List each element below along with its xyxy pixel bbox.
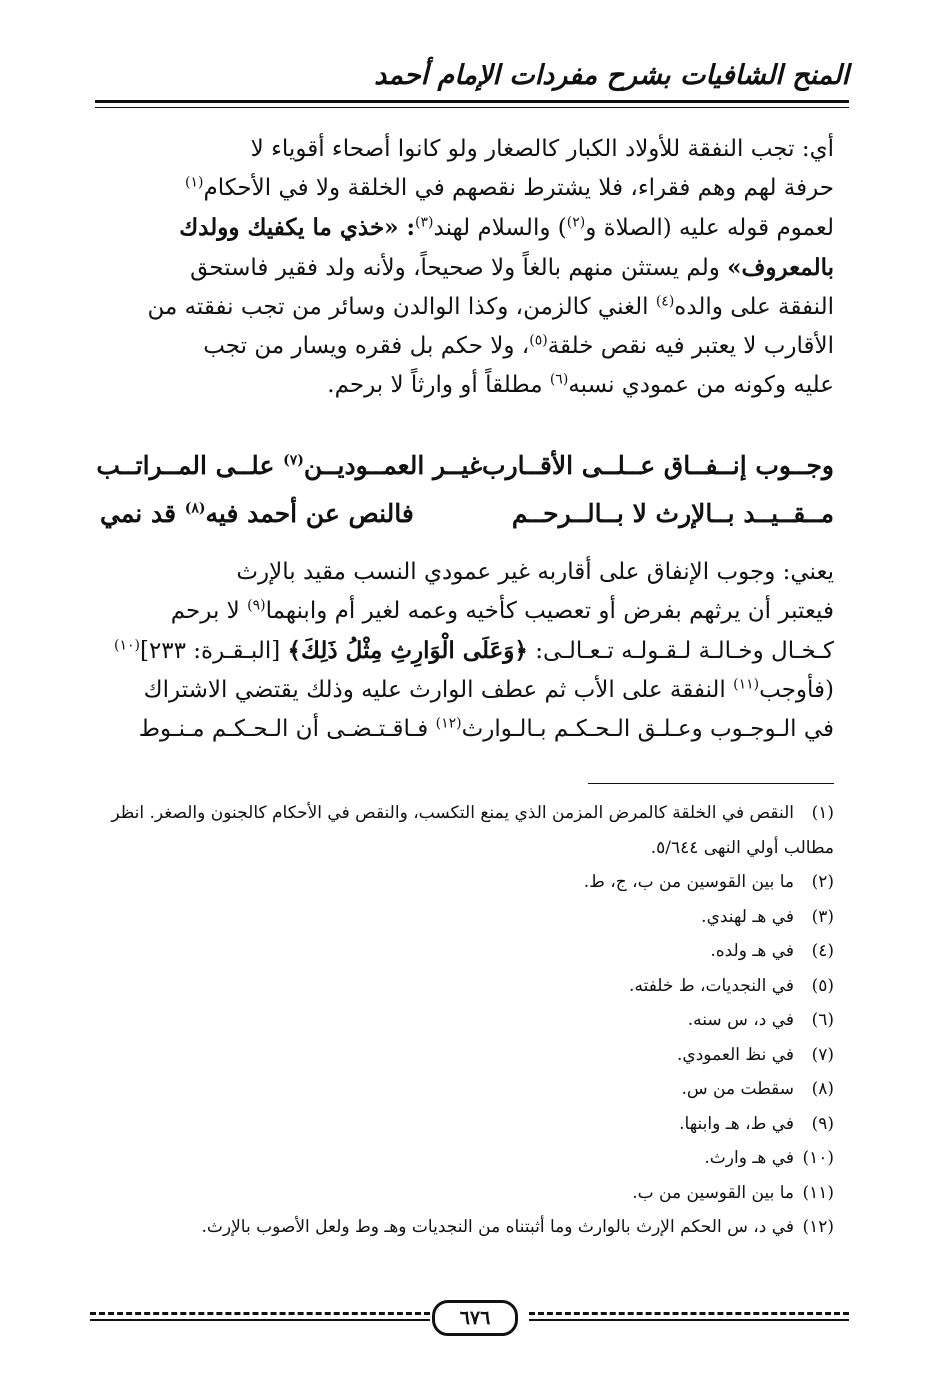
footnote-ref-2[interactable]: (٢) xyxy=(566,214,586,231)
footer-dashed-rule xyxy=(90,1312,430,1315)
text-span: عليه وكونه من عمودي نسبه xyxy=(568,372,834,398)
verse-text: قد نمي xyxy=(100,499,185,528)
footnote-6 xyxy=(100,1003,834,1038)
footnote-text: في هـ ولده. xyxy=(710,941,794,961)
page-footer xyxy=(90,1300,849,1336)
text-span: لعموم قوله عليه (الصلاة و xyxy=(585,215,834,241)
footer-rule xyxy=(529,1319,849,1321)
verse-text: علــى المــراتــب xyxy=(96,451,284,480)
text-line xyxy=(100,327,834,366)
footnote-text: سقطت من س. xyxy=(681,1079,794,1099)
text-span: النفقة على والده xyxy=(674,294,834,320)
text-span: في الـوجـوب وعـلـق الـحـكـم بـالـوارث xyxy=(461,716,834,742)
footnote-text: ما بين القوسين من ب، ج، ط. xyxy=(583,872,794,892)
verse-second-hemistich xyxy=(96,442,482,490)
footnote-number: (٦) xyxy=(811,1010,834,1030)
quran-quote: ﴿وَعَلَى الْوَارِثِ مِثْلُ ذَلِكَ﴾ xyxy=(287,637,528,664)
verse-row-2 xyxy=(100,490,834,538)
footnote-8 xyxy=(100,1072,834,1107)
commentary-paragraph-1 xyxy=(100,130,834,405)
footnote-number: (١٠) xyxy=(802,1148,834,1168)
book-title: المنح الشافيات بشرح مفردات الإمام أحمد xyxy=(374,60,849,91)
verse-first-hemistich: وجــوب إنــفــاق عــلــى الأقــارب xyxy=(482,451,834,480)
footnote-text: في د، س سنه. xyxy=(687,1010,794,1030)
footnote-ref-4[interactable]: (٤) xyxy=(655,293,675,310)
text-span: يعني: وجوب الإنفاق على أقاربه غير عمودي النسب مقيد بالإرث xyxy=(236,559,834,585)
text-line xyxy=(100,710,834,749)
footnote-separator xyxy=(588,783,834,784)
footnote-number: (٢) xyxy=(811,872,834,892)
footnote-ref-7[interactable]: (٧) xyxy=(283,452,304,469)
footnote-text: ما بين القوسين من ب. xyxy=(632,1182,794,1203)
text-span: فيعتبر أن يرثهم بفرض أو تعصيب كأخيه وعمه لغير أم وابنهما xyxy=(265,598,834,624)
footnote-ref-6[interactable]: (٦) xyxy=(549,371,569,388)
poem-verse xyxy=(96,442,834,538)
footnote-3 xyxy=(100,900,834,935)
header-rule xyxy=(95,100,849,103)
text-span: كـخـال وخـالـة لـقـولـه تـعـالـى: xyxy=(527,638,834,664)
footnote-2 xyxy=(100,865,834,900)
text-span: فـاقـتـضـى أن الـحـكـم مـنـوط xyxy=(138,716,436,742)
footnote-number: (٨) xyxy=(811,1079,834,1099)
hadith-quote-end: بالمعروف» xyxy=(727,254,834,281)
footnote-ref-12[interactable]: (١٢) xyxy=(435,715,462,732)
text-line xyxy=(100,288,834,327)
text-span: مطلقاً أو وارثاً لا برحم. xyxy=(327,372,550,398)
text-span: (فأوجب xyxy=(759,677,834,703)
page-number: ٦٧٦ xyxy=(432,1300,518,1336)
text-line xyxy=(100,169,834,208)
footnote-11 xyxy=(100,1176,834,1211)
footnote-number: (٣) xyxy=(811,906,834,927)
footnote-12 xyxy=(100,1210,834,1245)
footnote-4 xyxy=(100,934,834,969)
footnote-ref-9[interactable]: (٩) xyxy=(247,597,266,614)
running-header xyxy=(95,50,849,104)
commentary-paragraph-2 xyxy=(100,553,834,749)
text-span: الأقارب لا يعتبر فيه نقص خلقة xyxy=(547,333,834,359)
footnote-text: في هـ لهندي. xyxy=(701,906,794,927)
verse-text: فالنص عن أحمد فيه xyxy=(205,499,414,528)
footnote-ref-8[interactable]: (٨) xyxy=(184,500,206,517)
footnote-7 xyxy=(100,1038,834,1073)
footnote-text: في هـ وارث. xyxy=(704,1148,794,1168)
footer-dashed-rule xyxy=(529,1312,849,1315)
footnote-1 xyxy=(100,796,834,865)
text-line: لعموم قوله عليه (الصلاة و$^{(٢)}$) والسلام لهند$^{(٣)}$: «خذي ما يكفيك وولدك xyxy=(179,214,834,241)
verse-second-hemistich xyxy=(100,490,414,538)
text-span: ، ولا حكم بل فقره ويسار من تجب xyxy=(203,333,530,359)
footnote-number: (١١) xyxy=(802,1182,834,1203)
verse-row-1 xyxy=(96,442,834,490)
footnote-9 xyxy=(100,1107,834,1142)
verse-text: غيــر العمــوديــن xyxy=(303,451,483,480)
footnote-text: في د، س الحكم الإرث بالوارث وما أثبتناه من النجديات وهـ وط ولعل الأصوب بالإرث. xyxy=(201,1217,794,1237)
footnote-ref-1[interactable]: (١) xyxy=(184,174,204,191)
text-line xyxy=(100,553,834,592)
text-span: لا برحم xyxy=(170,598,248,624)
text-line xyxy=(100,130,834,169)
footnotes xyxy=(100,796,834,1245)
text-span: النفقة على الأب ثم عطف الوارث عليه وذلك يقتضي الاشتراك xyxy=(143,677,734,703)
text-line xyxy=(100,248,834,288)
text-line xyxy=(100,592,834,631)
header-rule-thin xyxy=(95,107,849,108)
text-line xyxy=(100,671,834,710)
footnote-ref-3[interactable]: (٣) xyxy=(415,214,434,231)
footnote-10 xyxy=(100,1141,834,1176)
footnote-number: (١٢) xyxy=(802,1217,834,1237)
footnote-ref-5[interactable]: (٥) xyxy=(529,332,548,349)
footnote-text: في ط، هـ وابنها. xyxy=(679,1113,794,1134)
footnote-5 xyxy=(100,969,834,1004)
text-span: ولم يستثن منهم بالغاً ولا صحيحاً، ولأنه ولد فقير فاستحق xyxy=(190,255,728,281)
footnote-text: في النجديات، ط خلفته. xyxy=(629,975,794,996)
footnote-text: النقص في الخلقة كالمرض المزمن الذي يمنع التكسب، والنقص في الأحكام كالجنون والصغر. انظر مطالب أولي النهى ٥/٦٤٤. xyxy=(111,803,834,858)
footnote-number: (٧) xyxy=(811,1044,834,1065)
text-span: الغني كالزمن، وكذا الوالدن وسائر من تجب نفقته من xyxy=(147,294,656,320)
footer-rule xyxy=(90,1319,430,1321)
footnote-number: (٩) xyxy=(811,1113,834,1134)
text-span: والسلام لهند xyxy=(433,215,551,241)
footnote-number: (٥) xyxy=(811,975,834,996)
hadith-quote: : «خذي ما يكفيك وولدك xyxy=(179,214,416,241)
quran-reference: [البـقـرة: ٢٣٣] xyxy=(139,638,288,664)
text-line xyxy=(100,631,834,671)
verse-first-hemistich: مــقــيــد بــالإرث لا بــالــرحــم xyxy=(511,499,834,528)
text-span: أي: تجب النفقة للأولاد الكبار كالصغار ولو كانوا أصحاء أقوياء لا xyxy=(250,136,834,162)
footnote-number: (١) xyxy=(811,803,834,823)
text-span: حرفة لهم وهم فقراء، فلا يشترط نقصهم في الخلقة ولا في الأحكام xyxy=(203,175,834,201)
footnote-text: في نظ العمودي. xyxy=(677,1044,794,1065)
text-line xyxy=(100,366,834,405)
footnote-ref-10[interactable]: (١٠) xyxy=(113,637,140,654)
footnote-number: (٤) xyxy=(811,941,834,961)
footnote-ref-11[interactable]: (١١) xyxy=(733,676,760,693)
